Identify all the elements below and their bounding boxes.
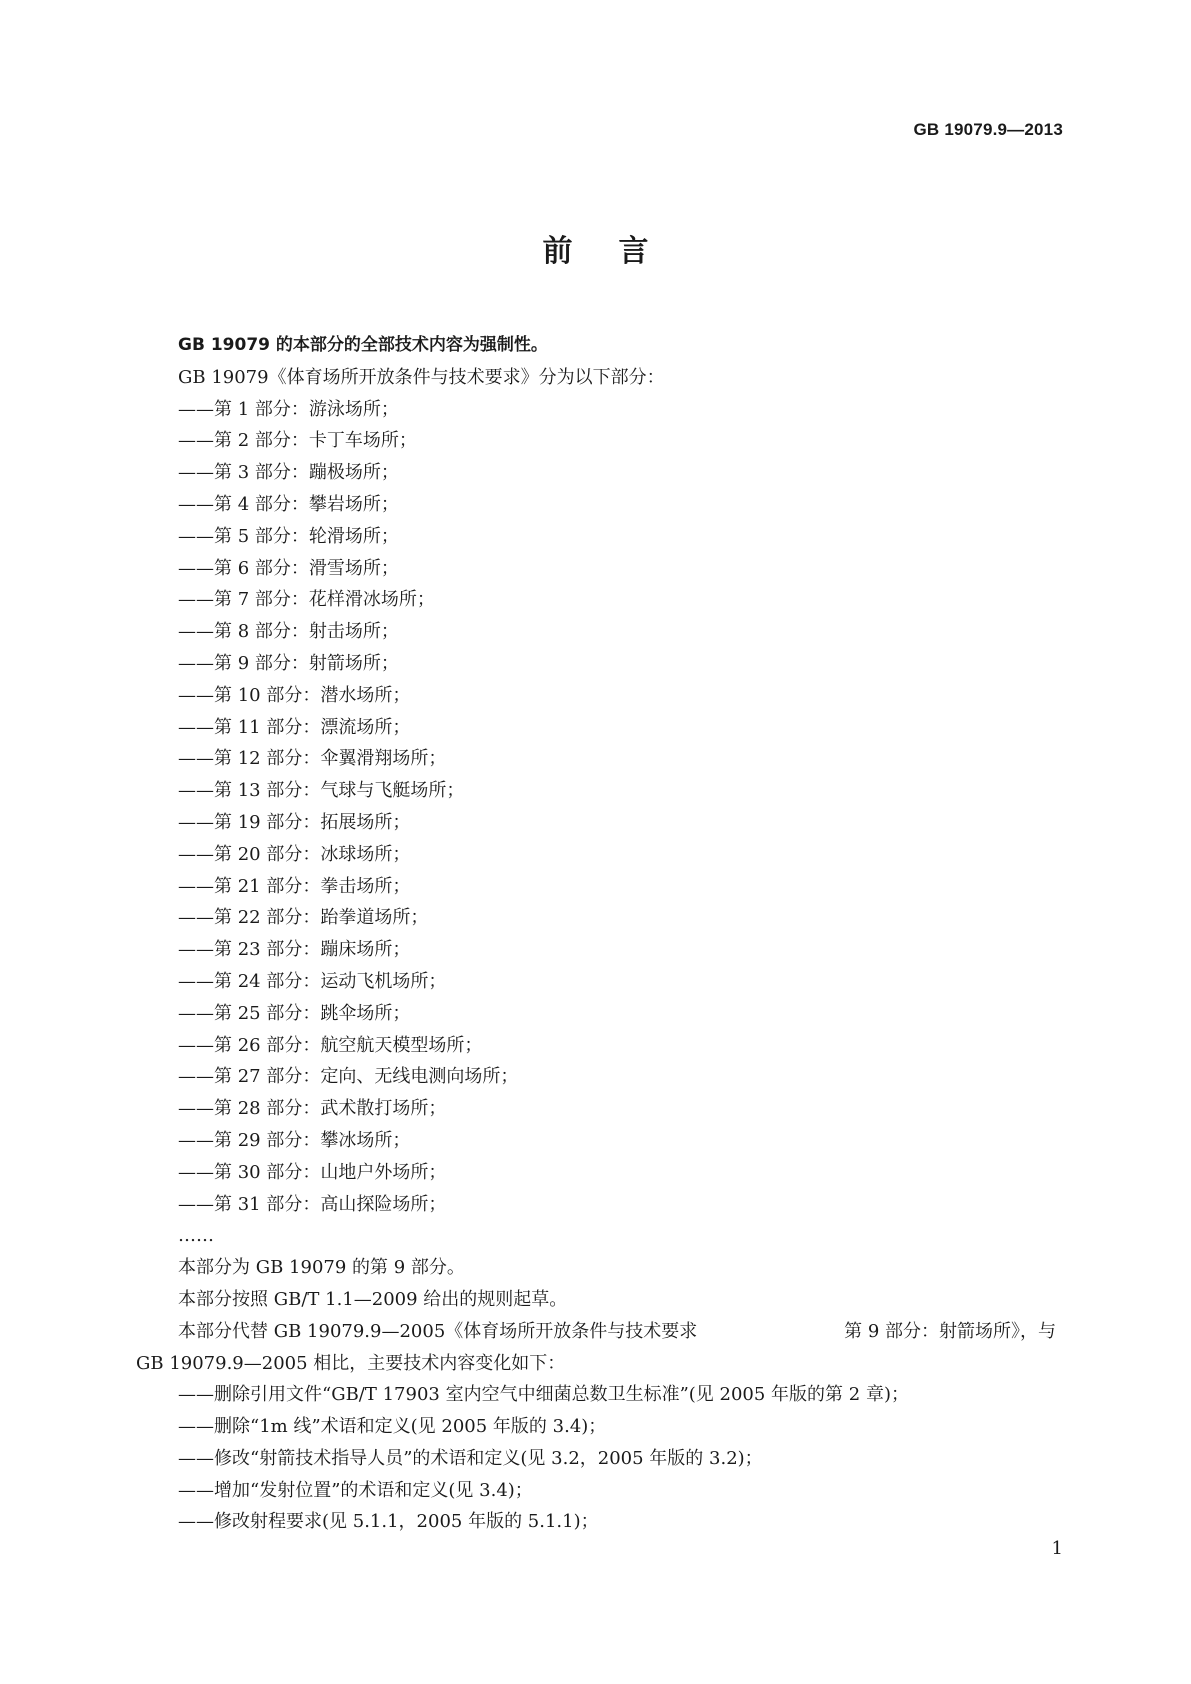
list-item: ——第 27 部分：定向、无线电测向场所； — [178, 1066, 519, 1088]
list-item: ——第 5 部分：轮滑场所； — [178, 525, 399, 547]
list-item: ——第 23 部分：蹦床场所； — [178, 939, 411, 961]
replaces-text-b: 第 9 部分：射箭场所》，与 — [844, 1320, 1056, 1342]
list-item: ——第 9 部分：射箭场所； — [178, 652, 399, 674]
replaces-text-a: 本部分代替 GB 19079.9—2005《体育场所开放条件与技术要求 — [178, 1320, 698, 1342]
parts-list — [136, 394, 1056, 1221]
changes-list — [136, 1379, 1056, 1538]
list-item: ——第 30 部分：山地户外场所； — [178, 1161, 447, 1183]
page-number: 1 — [1051, 1538, 1063, 1559]
list-item: ——第 13 部分：气球与飞艇场所； — [178, 780, 465, 802]
standard-id: GB 19079.9—2013 — [913, 120, 1063, 139]
list-item: ——第 21 部分：拳击场所； — [178, 875, 411, 897]
list-item: ——第 1 部分：游泳场所； — [178, 398, 399, 420]
list-item: ——修改射程要求(见 5.1.1，2005 年版的 5.1.1)； — [178, 1511, 599, 1533]
ellipsis: …… — [178, 1225, 214, 1247]
list-item: ——第 31 部分：高山探险场所； — [178, 1193, 447, 1215]
document-body — [136, 330, 1056, 1538]
list-item: ——第 19 部分：拓展场所； — [178, 811, 411, 833]
list-item: ——第 12 部分：伞翼滑翔场所； — [178, 748, 447, 770]
list-item: ——第 2 部分：卡丁车场所； — [178, 430, 417, 452]
list-item: ——增加“发射位置”的术语和定义(见 3.4)； — [178, 1479, 533, 1501]
replaces-paragraph — [136, 1316, 1056, 1348]
list-item: ——第 22 部分：跆拳道场所； — [178, 907, 429, 929]
list-item: ——第 25 部分：跳伞场所； — [178, 1002, 411, 1024]
drafting-rule: 本部分按照 GB/T 1.1—2009 给出的规则起草。 — [178, 1288, 568, 1310]
replaces-continuation: GB 19079.9—2005 相比，主要技术内容变化如下： — [136, 1352, 566, 1374]
list-item: ——删除“1m 线”术语和定义(见 2005 年版的 3.4)； — [178, 1416, 607, 1438]
mandatory-statement: GB 19079 的本部分的全部技术内容为强制性。 — [178, 335, 548, 355]
list-item: ——修改“射箭技术指导人员”的术语和定义(见 3.2，2005 年版的 3.2)； — [178, 1447, 763, 1469]
list-item: ——删除引用文件“GB/T 17903 室内空气中细菌总数卫生标准”(见 2005 年版的第 2 章)； — [178, 1384, 909, 1406]
list-item: ——第 7 部分：花样滑冰场所； — [178, 589, 435, 611]
intro-paragraph: GB 19079《体育场所开放条件与技术要求》分为以下部分： — [178, 366, 665, 388]
list-item: ——第 8 部分：射击场所； — [178, 621, 399, 643]
list-item: ——第 28 部分：武术散打场所； — [178, 1098, 447, 1120]
list-item: ——第 24 部分：运动飞机场所； — [178, 970, 447, 992]
page-title: 前言 — [542, 234, 695, 269]
part-statement: 本部分为 GB 19079 的第 9 部分。 — [178, 1257, 465, 1279]
list-item: ——第 26 部分：航空航天模型场所； — [178, 1034, 483, 1056]
list-item: ——第 4 部分：攀岩场所； — [178, 493, 399, 515]
list-item: ——第 6 部分：滑雪场所； — [178, 557, 399, 579]
list-item: ——第 3 部分：蹦极场所； — [178, 462, 399, 484]
list-item: ——第 10 部分：潜水场所； — [178, 684, 411, 706]
list-item: ——第 29 部分：攀冰场所； — [178, 1129, 411, 1151]
list-item: ——第 11 部分：漂流场所； — [178, 716, 411, 738]
list-item: ——第 20 部分：冰球场所； — [178, 843, 411, 865]
